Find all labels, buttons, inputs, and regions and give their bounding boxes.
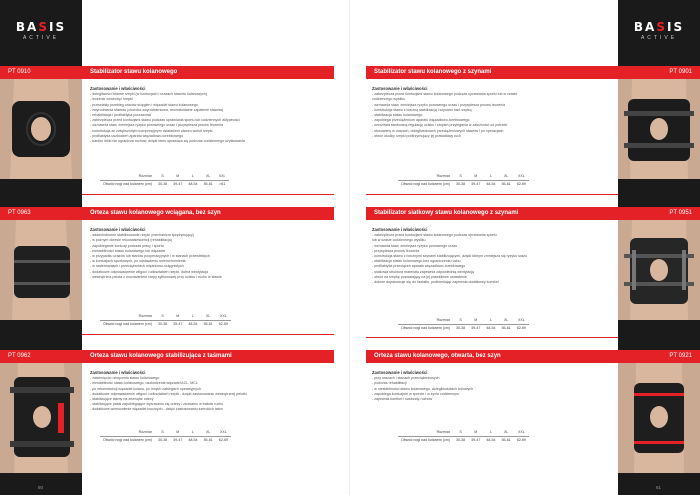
desc-line: - konstrukcja stawu z boczną stabilizacją i szynami nad rzepką: [372, 107, 472, 112]
desc-line: - niestabilności stawu kolanowego lub więzadeł: [90, 248, 166, 253]
product-title: Stabilizator stawu kolanowego z szynami: [366, 66, 618, 79]
desc-line: - dolegliwości bólowe rzepki (w kontuzjach i urazach stawów kolanowych): [90, 92, 208, 97]
product-description: Zastosowanie i właściwości - zwichnięcia i skręcenia stawu kolanowego - niestabilność stawu kolanowego, uszkodzenia więzadeł ACL, MCL - po rekonstrukcji więzadeł kolana, po innych zabiegach operacyjnych - dodatkowe odprowadzenie wilgoci i odkształceń rzepki - dzięki zastosowaniu wewnętrznej pelotki - stabilizujące taśmy na zewnątrz ortezy - stabilizujące paski zapobiegające wysuwaniu się ortezy i zsuwaniu w trakcie ruchu - dodatkowe wzmocnienie więzadeł bocznych - dzięki zastosowaniu szerokich taśm: [90, 370, 330, 413]
desc-line: - zabezpiecza przed kontuzjami stawu podczas uprawiania sportu lub codziennych aktywności: [90, 118, 240, 123]
product-code: PT 0921: [618, 350, 700, 363]
right-page: [350, 0, 700, 495]
product-code: PT 0963: [0, 207, 82, 220]
desc-line: - otwór okolicy rzepki podtrzymujący jej prawidłowy ruch: [372, 133, 462, 138]
desc-line: - konstrukcja stawu z bocznymi szynami stabilizującymi, dzięki którym zmniejsza się ryzyko urazu: [372, 254, 527, 259]
product-photo: [618, 220, 700, 320]
desc-line: - zabezpiecza przed kontuzjami stawu kolanowego podczas uprawiania sportu: [372, 233, 497, 238]
desc-line: - zapobieganie kontuzji podczas pracy i sportu: [90, 243, 164, 248]
desc-line: - dodatkowe odprowadzenie wilgoci i odkształceń rzepki - dzięki zastosowaniu wewnętrznej pelotki: [90, 391, 247, 396]
size-table: Rozmiar S M L XL XXL Obwód nogi nad kolanem (cm) 30-38 39-47 48-54 55-61 62-69: [100, 312, 231, 328]
desc-line: - dodatkowe odprowadzenie wilgoci i odkształceń rzepki, dobra wentylacja: [90, 269, 209, 274]
product-code: PT 0962: [0, 350, 82, 363]
desc-line: - stabilizujące taśmy na zewnątrz ortezy: [90, 397, 154, 402]
page-number: 60: [38, 485, 44, 490]
product-photo: [0, 363, 82, 473]
divider: [82, 334, 334, 335]
product-photo: [618, 363, 700, 473]
divider: [82, 194, 334, 195]
desc-line: - dobrze dopasowuje się do kształtu, podkreślając zapewnia dodatkowy komfort: [372, 280, 499, 285]
page-number: 61: [656, 485, 662, 490]
desc-line: - po rekonstrukcji więzadeł kolana, po innych zabiegach operacyjnych: [90, 386, 201, 391]
product-description: Zastosowanie i właściwości - przy urazach i stanach przeciążeniowych - podczas rehabilitacji - w niestabilności stawu kolanowego, dolegliwościach bólowych - zapobiega kontuzjom w sporcie i w życiu codziennym - zapewnia komfort i swobodę ruchów: [372, 370, 612, 402]
product-photo: [0, 79, 82, 179]
product-title: Orteza stawu kolanowego stabilizująca z taśmami: [82, 350, 334, 363]
brand-logo: BASIS ACTIVE: [633, 20, 685, 41]
desc-line: - zwyrodnienia stawów (choroba zwyrodnieniowa, reumatoidalne zapalenie stawów): [90, 107, 224, 112]
divider: [366, 194, 618, 195]
size-table: Rozmiar S M L XL XXL Obwód nogi nad kolanem (cm) 30-38 39-47 48-54 55-61 62-69: [398, 172, 529, 188]
desc-line: - w naderwaniach i przeciążeniach mięśniowo-ścięgnistych: [90, 264, 184, 269]
desc-line: - otwór na rzepkę pozwalający na jej prawidłowe ustawienie: [372, 274, 467, 279]
desc-line: - zabezpiecza przed kontuzjami stawu kolanowego podczas uprawiania sportu lub w czasie: [372, 92, 518, 97]
desc-line: - wzmacnia staw, zmniejsza ryzyko ponownego urazu i przyspiesza proces leczenia: [90, 123, 224, 128]
desc-line: - stabilizacja stawu kolanowego: [372, 113, 423, 118]
product-description: Zastosowanie i właściwości - wszechstronne stabilizowanie rzepki (mechanizm sprężynujący) - w późnym okresie rekonwalescencji (rehabilitacja) - zapobieganie kontuzji podczas pracy i sportu - niestabilności stawu kolanowego lub więzadeł - w przypadku urazów lub stanów pooperacyjnych i w stanach przewlekłych - w kontuzjach sportowych, po odstawieniu unieruchomienia - w naderwaniach i przeciążeniach mięśniowo-ścięgnistych - dodatkowe odprowadzenie wilgoci i odkształceń rzepki, dobra wentylacja - wewnętrzna pelota z mocowaniem rzepy sylikonowej przy ucisku i ruchu w stawie: [90, 227, 330, 280]
desc-line: - w niestabilności stawu kolanowego, dolegliwościach bólowych: [372, 386, 474, 391]
product-photo: [0, 220, 82, 320]
desc-line: - stabilizacja stawu kolanowego bez ograniczenia ruchu: [372, 259, 461, 264]
product-code: PT 0910: [0, 66, 82, 79]
product-title: Stabilizator stawu kolanowego: [82, 66, 334, 79]
desc-line: - siatkowa struktura materiału zapewnia odpowiednią wentylację: [372, 269, 475, 274]
desc-line: - wzmacnia staw, zmniejsza ryzyko ponownego urazu: [372, 243, 458, 248]
desc-line: - zwichnięcia i skręcenia stawu kolanowego: [90, 376, 160, 381]
desc-line: - leczenie zwichnięć rzepki: [90, 97, 133, 102]
product-code: PT 0901: [618, 66, 700, 79]
desc-line: - zapobiega przeciążeniom aparatu więzadłowo-torebkowego: [372, 118, 470, 123]
product-description: Zastosowanie i właściwości - zabezpiecza przed kontuzjami stawu kolanowego podczas uprawiania sportu lub w czasie codziennego wysiłku - wzmacnia staw, zmniejsza ryzyko ponownego urazu - przyspiesza proces leczenia - konstrukcja stawu z bocznymi szynami stabilizującymi, dzięki którym zmniejsza się ryzyko urazu - stabilizacja stawu kolanowego bez ograniczenia ruchu - profilaktyka przeciążeń aparatu więzadłowo-torebkowego - siatkowa struktura materiału zapewnia odpowiednią wentylację - otwór na rzepkę pozwalający na jej prawidłowe ustawienie - dobrze dopasowuje się do kształtu, podkreślając zapewnia dodatkowy komfort: [372, 227, 612, 285]
desc-line: - w późnym okresie rekonwalescencji (rehabilitacja): [90, 238, 172, 243]
brand-logo: BASIS ACTIVE: [15, 20, 67, 41]
desc-line: - stosowany w urazach, dolegliwościach przeciążeniowych stawów i po operacjach: [372, 128, 504, 133]
desc-line: - w przypadku urazów lub stanów pooperacyjnych i w stanach przewlekłych: [90, 254, 210, 259]
desc-line: - w kontuzjach sportowych, po odstawieniu unieruchomienia: [90, 259, 186, 264]
desc-line: - umożliwia swobodną regulację ucisku i stopień przylegania w zależności od potrzeb: [372, 123, 508, 128]
size-table: Rozmiar S M L XL XXL Obwód nogi nad kolanem (cm) 30-38 39-47 48-54 55-61 62-69: [100, 428, 231, 444]
product-code: PT 0951: [618, 207, 700, 220]
desc-line: - profilaktyka uszkodzeń aparatu więzadłowo-torebkowego: [90, 133, 184, 138]
product-description: Zastosowanie i właściwości - dolegliwości bólowe rzepki (w kontuzjach i urazach stawów kolanowych) - leczenie zwichnięć rzepki - przewlekły przebieg urazów ścięgien i więzadeł stawu kolanowego - zwyrodnienia stawów (choroba zwyrodnieniowa, reumatoidalne zapalenie stawów) - rehabilitacja i profilaktyka pourazowa - zabezpiecza przed kontuzjami stawu podczas uprawiania sportu lub codziennych aktywności - wzmacnia staw, zmniejsza ryzyko ponownego urazu i przyspiesza proces leczenia - konstrukcja ze zwiększonym kompresyjnym działaniem otworu wokół rzepki - profilaktyka uszkodzeń aparatu więzadłowo-torebkowego - bardzo lekki nie ogranicza ruchów, dzięki temu sprawdza się podczas codziennego użytkowania: [90, 86, 330, 144]
desc-line: - przyspiesza proces leczenia: [372, 248, 420, 253]
desc-line: - zapewnia komfort i swobodę ruchów: [372, 397, 433, 402]
divider: [366, 337, 618, 338]
desc-line: - niestabilność stawu kolanowego, uszkodzenia więzadeł ACL, MCL: [90, 381, 198, 386]
desc-line: lub w czasie codziennego wysiłku: [372, 238, 426, 243]
product-title: Orteza stawu kolanowego wciągana, bez szyn: [82, 207, 334, 220]
desc-line: - bardzo lekki nie ogranicza ruchów, dzięki temu sprawdza się podczas codziennego użytkowania: [90, 139, 245, 144]
desc-line: - profilaktyka przeciążeń aparatu więzadłowo-torebkowego: [372, 264, 466, 269]
desc-line: - konstrukcja ze zwiększonym kompresyjnym działaniem otworu wokół rzepki: [90, 128, 213, 133]
product-title: Orteza stawu kolanowego, otwarta, bez szyn: [366, 350, 618, 363]
product-photo: [618, 79, 700, 179]
desc-line: - wewnętrzna pelota z mocowaniem rzepy sylikonowej przy ucisku i ruchu w stawie: [90, 274, 222, 279]
size-table: Rozmiar S M L XL XXL Obwód nogi nad kolanem (cm) 30-38 39-47 48-54 55-61 62-69: [398, 428, 529, 444]
product-description: Zastosowanie i właściwości - zabezpiecza przed kontuzjami stawu kolanowego podczas uprawiania sportu lub w czasie codziennego wysiłku - wzmacnia staw, zmniejsza ryzyko ponownego urazu i przyspiesza proces leczenia - konstrukcja stawu z boczną stabilizacją i szynami nad rzepką - stabilizacja stawu kolanowego - zapobiega przeciążeniom aparatu więzadłowo-torebkowego - umożliwia swobodną regulację ucisku i stopień przylegania w zależności od potrzeb - stosowany w urazach, dolegliwościach przeciążeniowych stawów i po operacjach - otwór okolicy rzepki podtrzymujący jej prawidłowy ruch: [372, 86, 612, 139]
desc-line: - dodatkowe wzmocnienie więzadeł bocznych - dzięki zastosowaniu szerokich taśm: [90, 407, 223, 412]
size-table: Rozmiar S M L XL XXL Obwód nogi nad kolanem (cm) 30-38 39-47 48-54 55-61 >61: [100, 172, 229, 188]
product-title: Stabilizator siatkowy stawu kolanowego z szynami: [366, 207, 618, 220]
desc-line: - podczas rehabilitacji: [372, 381, 407, 386]
desc-line: - przy urazach i stanach przeciążeniowych: [372, 376, 440, 381]
desc-line: - rehabilitacja i profilaktyka pourazowa: [90, 113, 151, 118]
desc-line: - zapobiega kontuzjom w sporcie i w życiu codziennym: [372, 391, 460, 396]
desc-line: - przewlekły przebieg urazów ścięgien i więzadeł stawu kolanowego: [90, 102, 198, 107]
size-table: Rozmiar S M L XL XXL Obwód nogi nad kolanem (cm) 30-38 39-47 48-54 55-61 62-69: [398, 316, 529, 332]
desc-line: codziennego wysiłku: [372, 97, 405, 102]
desc-line: - wszechstronne stabilizowanie rzepki (mechanizm sprężynujący): [90, 233, 194, 238]
desc-line: - wzmacnia staw, zmniejsza ryzyko ponownego urazu i przyspiesza proces leczenia: [372, 102, 506, 107]
desc-line: - stabilizujące paski zapobiegające wysuwaniu się ortezy i zsuwaniu w trakcie ruchu: [90, 402, 224, 407]
